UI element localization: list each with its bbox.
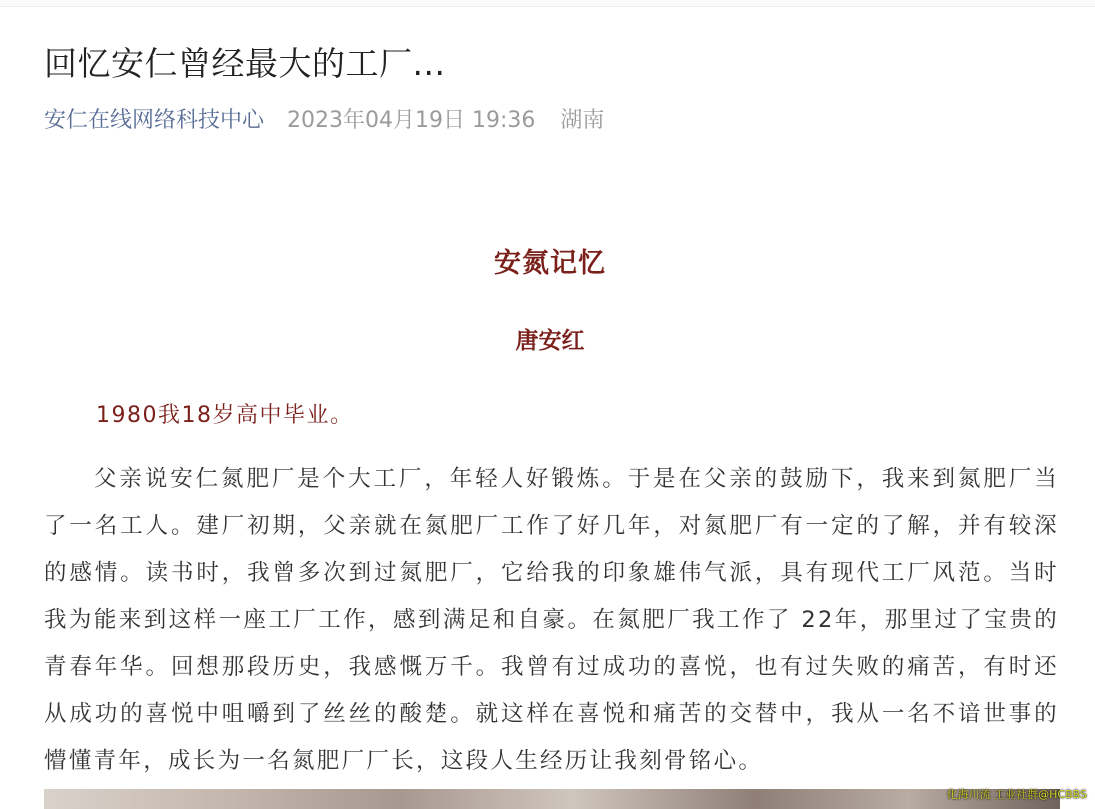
section-heading: 安氮记忆 (494, 248, 606, 279)
article-meta (44, 103, 604, 134)
top-divider (0, 0, 1095, 7)
publish-time: 2023年04月19日 19:36 (287, 108, 536, 133)
publish-location: 湖南 (560, 108, 605, 133)
watermark-text: 化海川流 工业社群@HCBBS (946, 788, 1087, 801)
body-paragraph: 父亲说安仁氮肥厂是个大工厂，年轻人好锻炼。于是在父亲的鼓励下，我来到氮肥厂当了一名工人。建厂初期，父亲就在氮肥厂工作了好几年，对氮肥厂有一定的了解，并有较深的感情。读书时，我曾多次到过氮肥厂，它给我的印象雄伟气派，具有现代工厂风范。当时我为能来到这样一座工厂工作，感到满足和自豪。在氮肥厂我工作了 22年，那里过了宝贵的青春年华。回想那段历史，我感慨万千。我曾有过成功的喜悦，也有过失败的痛苦，有时还从成功的喜悦中咀嚼到了丝丝的酸楚。就这样在喜悦和痛苦的交替中，我从一名不谙世事的懵懂青年，成长为一名氮肥厂厂长，这段人生经历让我刻骨铭心。 (44, 466, 1059, 774)
article-title: 回忆安仁曾经最大的工厂... (44, 44, 446, 83)
essay-author: 唐安红 (515, 328, 585, 354)
article-photo (44, 789, 1060, 809)
lead-sentence: 1980我18岁高中毕业。 (96, 403, 354, 428)
account-name-link[interactable]: 安仁在线网络科技中心 (44, 108, 265, 133)
